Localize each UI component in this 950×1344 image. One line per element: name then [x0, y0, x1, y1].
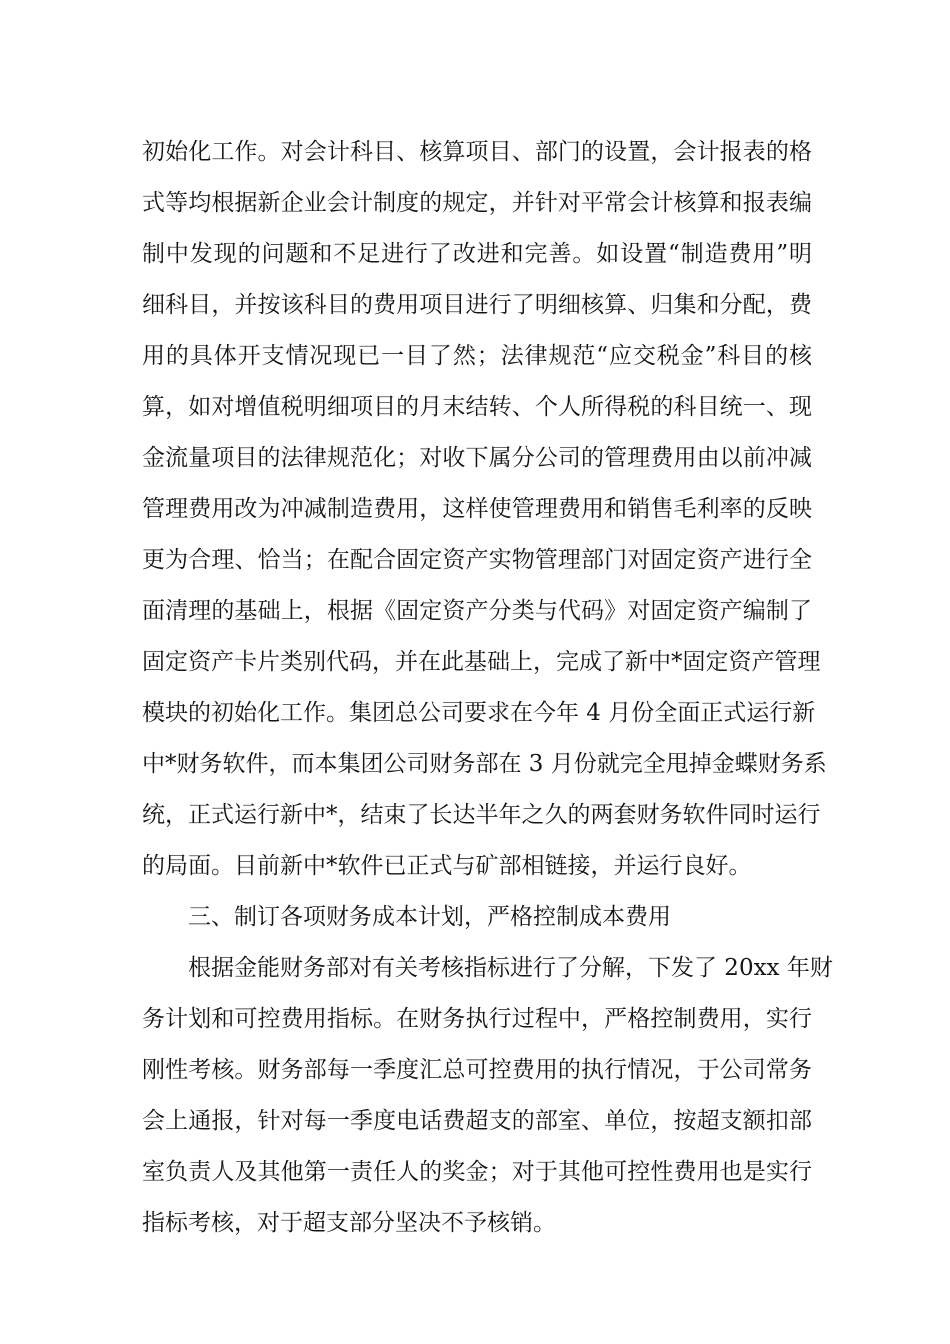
paragraph-line: 更为合理、恰当；在配合固定资产实物管理部门对固定资产进行全 [142, 547, 812, 573]
paragraph-line: 制中发现的问题和不足进行了改进和完善。如设置“制造费用”明 [142, 241, 812, 267]
paragraph-line: 式等均根据新企业会计制度的规定，并针对平常会计核算和报表编 [142, 190, 812, 216]
paragraph-line: 固定资产卡片类别代码，并在此基础上，完成了新中*固定资产管理 [142, 649, 821, 675]
paragraph-line: 根据金能财务部对有关考核指标进行了分解，下发了 20xx 年财 [188, 955, 833, 981]
paragraph-line: 会上通报，针对每一季度电话费超支的部室、单位，按超支额扣部 [142, 1108, 812, 1134]
paragraph-line: 用的具体开支情况现已一目了然；法律规范“应交税金”科目的核 [142, 343, 812, 369]
paragraph-line: 中*财务软件，而本集团公司财务部在 3 月份就完全甩掉金蝶财务系 [142, 751, 827, 777]
paragraph-line: 模块的初始化工作。集团总公司要求在今年 4 月份全面正式运行新 [142, 700, 816, 726]
paragraph-line: 刚性考核。财务部每一季度汇总可控费用的执行情况，于公司常务 [142, 1057, 812, 1083]
paragraph-line: 算，如对增值税明细项目的月末结转、个人所得税的科目统一、现 [142, 394, 812, 420]
paragraph-line: 面清理的基础上，根据《固定资产分类与代码》对固定资产编制了 [142, 598, 812, 624]
paragraph-line: 务计划和可控费用指标。在财务执行过程中，严格控制费用，实行 [142, 1006, 812, 1032]
paragraph-line: 金流量项目的法律规范化；对收下属分公司的管理费用由以前冲减 [142, 445, 812, 471]
paragraph-line: 细科目，并按该科目的费用项目进行了明细核算、归集和分配，费 [142, 292, 812, 318]
paragraph-line: 指标考核，对于超支部分坚决不予核销。 [142, 1210, 556, 1236]
section-heading: 三、制订各项财务成本计划，严格控制成本费用 [188, 904, 671, 930]
paragraph-line: 室负责人及其他第一责任人的奖金；对于其他可控性费用也是实行 [142, 1159, 812, 1185]
paragraph-line: 初始化工作。对会计科目、核算项目、部门的设置，会计报表的格 [142, 139, 812, 165]
paragraph-line: 管理费用改为冲减制造费用，这样使管理费用和销售毛利率的反映 [142, 496, 812, 522]
paragraph-line: 统，正式运行新中*，结束了长达半年之久的两套财务软件同时运行 [142, 802, 821, 828]
paragraph-line: 的局面。目前新中*软件已正式与矿部相链接，并运行良好。 [142, 853, 752, 879]
